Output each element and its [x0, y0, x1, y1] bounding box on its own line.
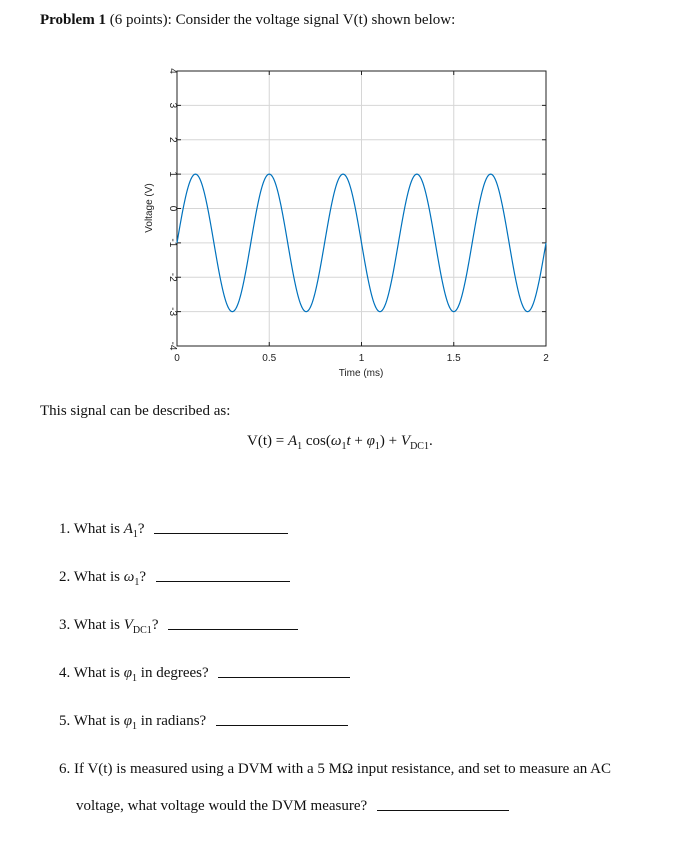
answer-blank-4[interactable] [218, 677, 350, 678]
eq-close: ) + [379, 433, 401, 449]
y-tick-label: -2 [167, 272, 178, 282]
eq-lhs: V(t) = [247, 433, 288, 449]
eq-omega: ω [330, 433, 342, 449]
chart-grid [177, 71, 546, 346]
answer-blank-3[interactable] [168, 629, 298, 630]
question-1: 1. What is $A_1$? [59, 521, 288, 540]
eq-phi: φ [366, 433, 375, 449]
x-tick-label: 2 [543, 353, 549, 364]
answer-blank-1[interactable] [154, 533, 288, 534]
voltage-chart [0, 0, 693, 400]
y-axis-label: Voltage (V) [144, 183, 155, 233]
x-tick-label: 0.5 [262, 353, 277, 364]
x-tick-label: 1.5 [446, 353, 461, 364]
y-tick-label: 2 [167, 136, 178, 143]
eq-plus: + [350, 433, 367, 449]
y-tick-label: -3 [167, 307, 178, 317]
eq-vdc: V [400, 433, 411, 449]
x-tick-label: 0 [174, 353, 180, 364]
answer-blank-6[interactable] [377, 810, 509, 811]
signal-equation [247, 433, 433, 452]
y-tick-label: 1 [167, 171, 178, 177]
question-2: 2. What is $\omega_1$? [59, 569, 290, 588]
y-tick-label: -1 [167, 238, 178, 248]
description-text: This signal can be described as: [40, 403, 231, 419]
question-6: 6. If V(t) is measured using a DVM with a 5 MΩ input resistance, and set to measure an AC [59, 761, 612, 777]
problem-points: (6 points): [109, 12, 172, 28]
eq-amp: A [287, 433, 298, 449]
y-tick-label: -4 [167, 341, 178, 351]
x-axis-label: Time (ms) [338, 368, 384, 379]
question-4: 4. What is $\varphi_1$ in degrees? [59, 665, 350, 684]
eq-t: t [346, 433, 351, 449]
x-tick-label: 1 [358, 353, 365, 364]
y-tick-label: 4 [167, 68, 178, 74]
eq-vdc-sub: DC1 [410, 441, 429, 452]
eq-func: cos( [305, 433, 331, 449]
eq-omega-sub: 1 [341, 441, 347, 452]
y-tick-label: 3 [167, 102, 178, 109]
problem-prompt: Consider the voltage signal V(t) shown below: [175, 12, 456, 28]
answer-blank-2[interactable] [156, 581, 290, 582]
eq-period: . [428, 433, 433, 449]
problem-label: Problem 1 [40, 12, 106, 28]
question-6-line2: voltage, what voltage would the DVM measure? [76, 798, 509, 815]
eq-amp-sub: 1 [297, 441, 303, 452]
answer-blank-5[interactable] [216, 725, 348, 726]
eq-phi-sub: 1 [374, 441, 380, 452]
question-5: 5. What is $\varphi_1$ in radians? [59, 713, 348, 732]
question-3: 3. What is $V_{DC1}$? [59, 617, 298, 636]
y-tick-label: 0 [167, 205, 178, 212]
chart-tick-labels [167, 68, 549, 364]
